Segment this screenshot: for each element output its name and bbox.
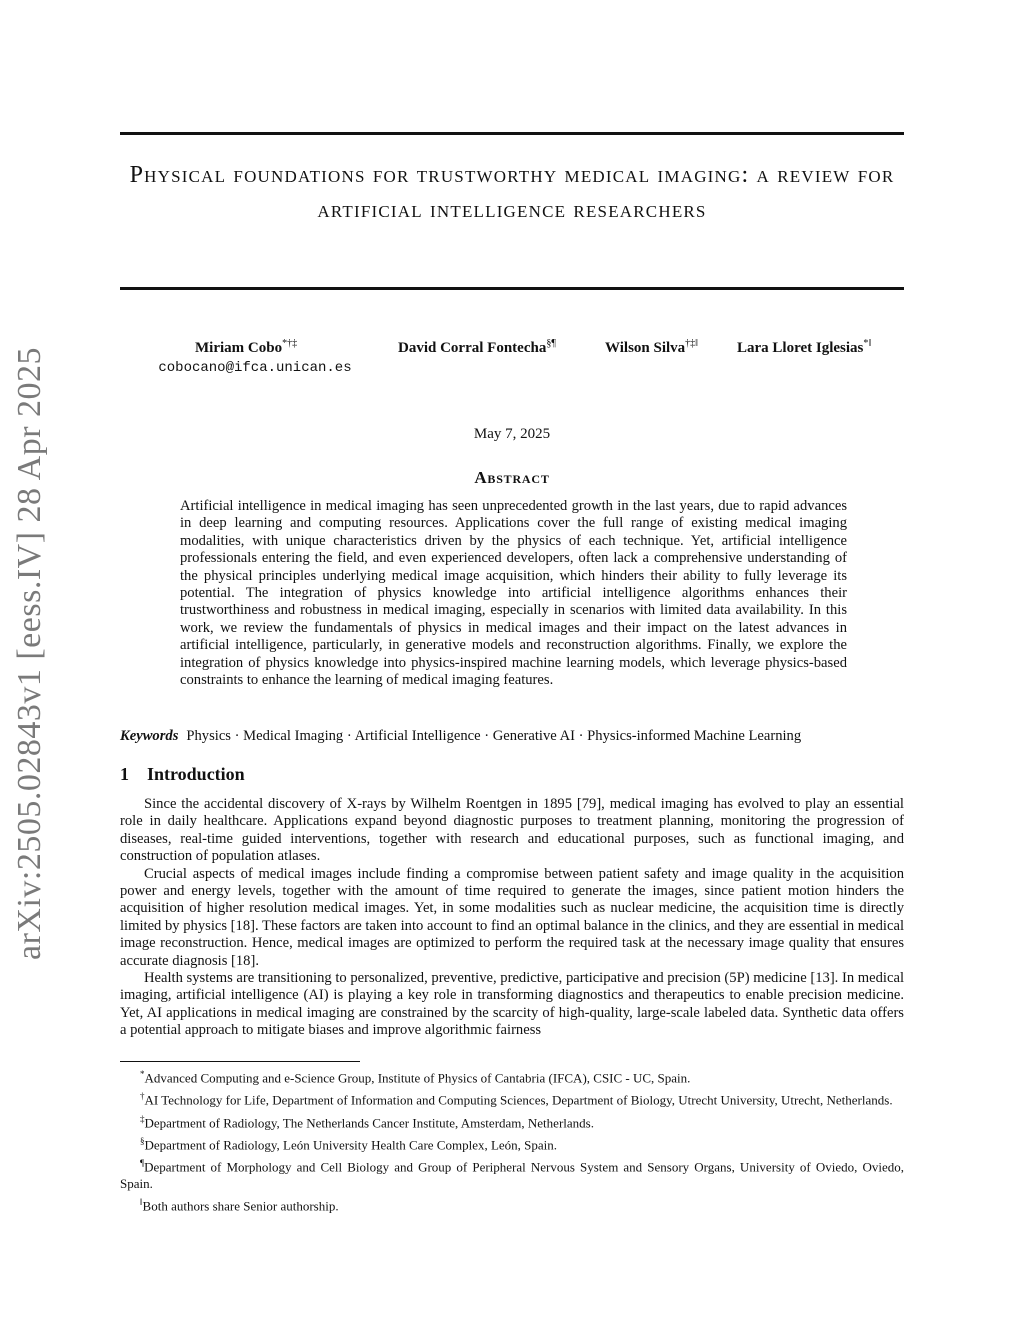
footnote-mark: * [140,1069,145,1079]
paragraph: Crucial aspects of medical images include finding a compromise between patient safety and image quality in the acquisition power and energy levels, together with the amount of time required to generate the images, since patient motion hinders the acquisition of higher resolution medical images. Yet, in some modalities such as nuclear medicine, the acquisition time is directly limited by physics [18]. These factors are taken into account to find an optimal balance in the clinics, and they are essential in medical image reconstruction. Hence, medical images are optimized to perform the required task at the necessary image quality that ensures accurate diagnosis [18]. [120,865,904,969]
abstract-text: Artificial intelligence in medical imaging has seen unprecedented growth in the last years, due to rapid advances in deep learning and computing resources. Applications cover the full range of existing medical imaging modalities, with unique characteristics driven by the physics of each technique. Yet, artificial intelligence professionals entering the field, and even experienced developers, often lack a comprehensive understanding of the physical principles underlying medical image acquisition, which hinders their ability to fully leverage its potential. The integration of physics knowledge into artificial intelligence algorithms enhances their trustworthiness and robustness in medical imaging, especially in scenarios with limited data availability. In this work, we review the fundamentals of physics in medical images and their impact on the latest advances in artificial intelligence, particularly, in generative models and reconstruction algorithms. Finally, we explore the integration of physics knowledge into physics-inspired machine learning models, which leverage physics-based constraints to enhance the learning of medical imaging features. [180,498,847,689]
author-1 [195,338,297,357]
author-3-name: Wilson Silva [605,340,686,356]
paragraph: Since the accidental discovery of X-rays by Wilhelm Roentgen in 1895 [79], medical imaging has evolved to play an essential role in daily healthcare. Applications expand beyond diagnostic purposes to treatment planning, monitoring the progression of diseases, real-time guided interventions, together with research and educational purposes, such as functional imaging, and construction of population atlases. [120,796,904,865]
author-4-affiliation-marks: *‖ [863,338,872,349]
footnote-mark: ¶ [140,1158,145,1169]
arxiv-identifier: arXiv:2505.02843v1 [eess.IV] 28 Apr 2025 [11,346,48,960]
footnote [120,1066,904,1086]
section-heading [120,764,245,785]
footnotes [120,1066,904,1216]
abstract-heading: Abstract [474,468,550,487]
section-title: Introduction [147,764,245,784]
footnote-mark: § [140,1135,145,1146]
footnote [120,1088,904,1108]
author-1-name: Miriam Cobo [195,340,283,356]
author-2-name: David Corral Fontecha [398,340,547,356]
footnote [120,1111,904,1131]
footnote-text: Department of Radiology, León University Health Care Complex, León, Spain. [144,1137,558,1153]
footnote-text: Both authors share Senior authorship. [142,1197,339,1213]
footnote-text: Department of Radiology, The Netherlands Cancer Institute, Amsterdam, Netherlands. [144,1114,594,1130]
author-1-affiliation-marks: *†‡ [282,338,298,349]
footnote-text: Advanced Computing and e-Science Group, Institute of Physics of Cantabria (IFCA), CSIC - UC, Spain. [144,1070,691,1086]
author-2-affiliation-marks: §¶ [546,338,556,349]
footnote-mark: † [140,1091,145,1102]
keywords-label: Keywords [120,728,179,744]
footnote-rule [120,1061,360,1062]
footnote-mark: ‖ [140,1196,143,1207]
title-top-rule [120,132,904,135]
title-bottom-rule [120,287,904,290]
author-2 [398,338,556,357]
keywords-line [120,728,910,745]
keywords-list: Physics · Medical Imaging · Artificial Intelligence · Generative AI · Physics-informed Machine Learning [186,728,802,744]
footnote-text: Department of Morphology and Cell Biology and Group of Peripheral Nervous System and Sensory Organs, University of Oviedo, Oviedo, Spain. [120,1159,904,1191]
footnote [120,1133,904,1153]
author-4-name: Lara Lloret Iglesias [737,340,864,356]
author-4 [737,338,871,357]
footnote-text: AI Technology for Life, Department of Information and Computing Sciences, Department of Biology, Utrecht University, Utrecht, Netherlands. [144,1092,893,1108]
author-3 [605,338,698,357]
author-email: cobocano@ifca.unican.es [158,360,352,376]
paragraph: Health systems are transitioning to personalized, preventive, predictive, participative and precision (5P) medicine [13]. In medical imaging, artificial intelligence (AI) is playing a key role in transforming diagnostics and therapeutics to enable precision medicine. Yet, AI applications in medical imaging are constrained by the scarcity of high-quality, large-scale labeled data. Synthetic data offers a potential approach to mitigate biases and improve algorithmic fairness [120,970,904,1039]
author-3-affiliation-marks: †‡‖ [685,338,698,349]
introduction-body [120,796,904,1040]
footnote-mark: ‡ [140,1113,145,1124]
publication-date: May 7, 2025 [473,426,551,442]
paper-title: Physical foundations for trustworthy medical imaging: a review for artificial intelligence researchers [129,162,895,223]
footnote [120,1155,904,1191]
section-number: 1 [120,764,129,784]
footnote [120,1194,904,1214]
